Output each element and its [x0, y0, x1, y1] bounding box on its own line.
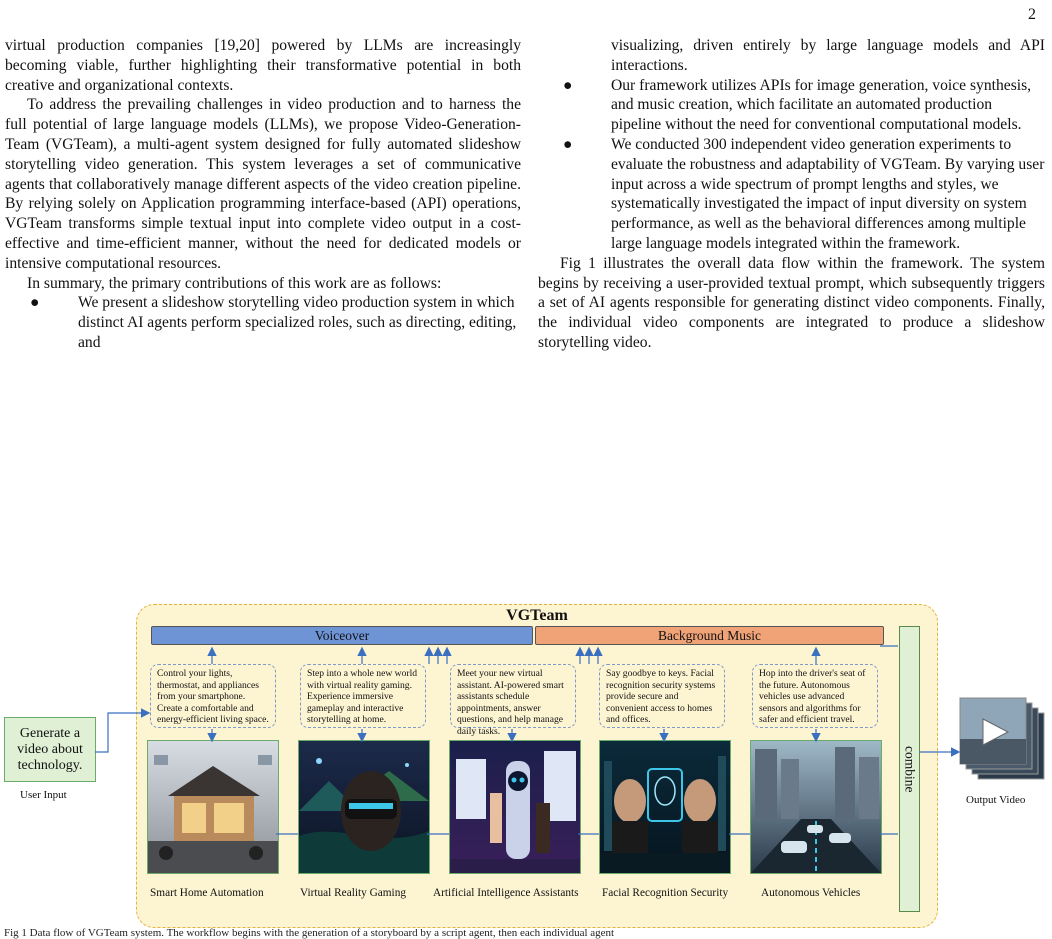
prompt-autonomous-vehicles: Hop into the driver's seat of the future. Autonomous vehicles use advanced sensors and algorithms for safer and efficient travel. — [752, 664, 878, 728]
caption-autonomous-vehicles: Autonomous Vehicles — [761, 887, 861, 899]
output-video-label: Output Video — [966, 794, 1026, 806]
page-number: 2 — [1028, 6, 1036, 23]
flow-arrows — [0, 604, 1052, 939]
user-input-label: User Input — [20, 789, 67, 801]
user-input-box: Generate a video about technology. — [4, 717, 96, 782]
bullet-icon: ● — [563, 76, 573, 94]
paragraph-2: To address the prevailing challenges in video production and to harness the full potential of large language models (LLMs), we propose Video-Generation-Team (VGTeam), a multi-agent system designed for fully automated slideshow storytelling video generation. This system leverages a set of communicative agents that collaboratively manage different aspects of the video creation pipeline. By relying solely on Application programming interface-based (API) operations, VGTeam transforms simple textual input into complete video output in a cost-effective and time-efficient manner, without the need for dedicated models or intensive computational resources. — [5, 96, 521, 272]
list-item: ● Our framework utilizes APIs for image generation, voice synthesis, and music creation, which facilitate an automated production pipeline without the need for conventional computational models. — [563, 76, 1032, 134]
paragraph-4: Fig 1 illustrates the overall data flow within the framework. The system begins by receiving a user-provided textual prompt, which subsequently triggers a set of AI agents responsible for generating distinct video components. Finally, the individual video components are integrated to produce a slideshow storytelling video. — [538, 254, 1045, 351]
combine-label: combine — [902, 745, 918, 793]
bullet-1-continuation: visualizing, driven entirely by large language models and API interactions. — [611, 37, 1045, 74]
voiceover-bar: Voiceover — [151, 626, 533, 645]
paragraph-3: In summary, the primary contributions of this work are as follows: — [27, 274, 442, 292]
bullet-icon: ● — [563, 135, 573, 153]
list-item: ● We present a slideshow storytelling video production system in which distinct AI agents perform specialized roles, such as directing, editing, and — [30, 294, 517, 351]
caption-smart-home: Smart Home Automation — [150, 887, 264, 899]
contribution-list-cont — [538, 76, 1045, 254]
list-item: ● We conducted 300 independent video generation experiments to evaluate the robustness and adaptability of VGTeam. By varying user input across a wide spectrum of prompt lengths and styles, we systematically investigated the impact of input diversity on system performance, as well as the behavioral differences among multiple large language models integrated within the framework. — [563, 135, 1045, 252]
contribution-list — [5, 293, 521, 352]
figure-caption: Fig 1 Data flow of VGTeam system. The workflow begins with the generation of a storyboard by a script agent, then each individual agent — [4, 927, 615, 939]
bullet-icon: ● — [30, 294, 40, 312]
right-column — [538, 36, 1045, 353]
paragraph-1: virtual production companies [19,20] powered by LLMs are increasingly becoming viable, further highlighting their transformative potential in both creative and organizational contexts. — [5, 37, 521, 94]
left-column — [5, 36, 521, 353]
caption-facial-recognition: Facial Recognition Security — [602, 887, 729, 899]
caption-ai-assistants: Artificial Intelligence Assistants — [433, 887, 579, 899]
vgteam-title: VGTeam — [506, 607, 568, 624]
prompt-facial-recognition: Say goodbye to keys. Facial recognition security systems provide secure and convenient access to homes and offices. — [599, 664, 725, 728]
prompt-smart-home: Control your lights, thermostat, and appliances from your smartphone. Create a comfortable and energy-efficient living space. — [150, 664, 276, 728]
figure-1 — [0, 604, 1052, 939]
background-music-bar: Background Music — [535, 626, 884, 645]
caption-vr-gaming: Virtual Reality Gaming — [300, 887, 406, 899]
prompt-ai-assistant: Meet your new virtual assistant. AI-powered smart assistants schedule appointments, answer questions, and help manage daily tasks. — [450, 664, 576, 728]
prompt-vr-gaming: Step into a whole new world with virtual reality gaming. Experience immersive gameplay and interactive storytelling at home. — [300, 664, 426, 728]
output-video-icon — [960, 698, 1044, 779]
